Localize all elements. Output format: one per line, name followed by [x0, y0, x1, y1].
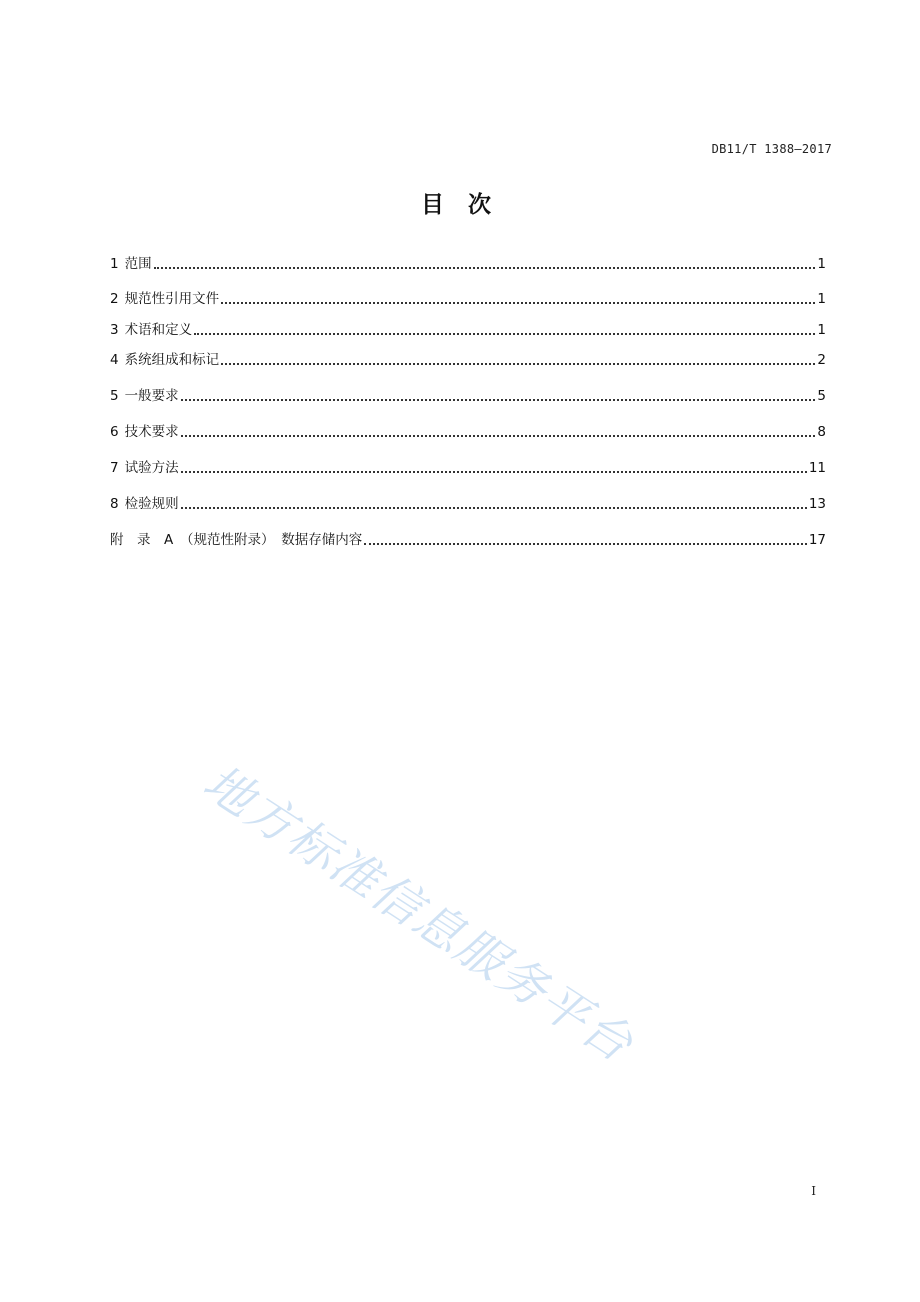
toc-entry-page: 5 [817, 388, 826, 404]
toc-entry-label: 试验方法 [124, 460, 179, 476]
toc-entry-page: 1 [817, 256, 826, 272]
toc-entry-page: 8 [817, 424, 826, 440]
toc-entry-scope[interactable] [110, 254, 826, 274]
toc-entry-terms[interactable] [110, 320, 826, 340]
toc-entry-page: 11 [808, 460, 826, 476]
toc-entry-appendix-a[interactable] [110, 530, 826, 550]
toc-entry-label: 一般要求 [124, 388, 179, 404]
toc-dot-leader [181, 422, 816, 442]
document-code: DB11/T 1388—2017 [711, 142, 832, 156]
page-title: 目 次 [420, 192, 499, 218]
toc-dot-leader [181, 386, 816, 406]
toc-entry-number: 1 [110, 256, 119, 272]
toc-entry-technical-requirements[interactable] [110, 422, 826, 442]
watermark-text: 地方标准信息服务平台 [193, 754, 644, 1074]
toc-entry-page: 2 [817, 352, 826, 368]
toc-dot-leader [181, 458, 807, 478]
toc-entry-number: 3 [110, 322, 119, 338]
toc-entry-system-composition[interactable] [110, 350, 826, 370]
toc-entry-label: 术语和定义 [124, 322, 193, 338]
toc-entry-page: 13 [808, 496, 826, 512]
toc-entry-page: 1 [817, 322, 826, 338]
toc-entry-label: 检验规则 [124, 496, 179, 512]
toc-dot-leader [221, 350, 815, 370]
toc-entry-page: 1 [817, 291, 826, 307]
toc-entry-label: 规范性引用文件 [124, 291, 220, 307]
toc-dot-leader [181, 494, 807, 514]
page-number: I [811, 1184, 816, 1198]
toc-entry-label: 技术要求 [124, 424, 179, 440]
toc-entry-test-methods[interactable] [110, 458, 826, 478]
toc-entry-number: 7 [110, 460, 119, 476]
toc-dot-leader [194, 320, 815, 340]
toc-entry-label: 范围 [124, 256, 152, 272]
toc-entry-normative-references[interactable] [110, 289, 826, 309]
toc-dot-leader [364, 530, 807, 550]
toc-entry-general-requirements[interactable] [110, 386, 826, 406]
toc-entry-label: 附 录 A （规范性附录） 数据存储内容 [110, 532, 363, 548]
toc-entry-page: 17 [808, 532, 826, 548]
toc-entry-number: 8 [110, 496, 119, 512]
toc-entry-inspection-rules[interactable] [110, 494, 826, 514]
toc-entry-number: 6 [110, 424, 119, 440]
toc-dot-leader [221, 289, 815, 309]
toc-entry-number: 5 [110, 388, 119, 404]
toc-entry-number: 2 [110, 291, 119, 307]
toc-entry-label: 系统组成和标记 [124, 352, 220, 368]
toc-entry-number: 4 [110, 352, 119, 368]
toc-dot-leader [154, 254, 816, 274]
